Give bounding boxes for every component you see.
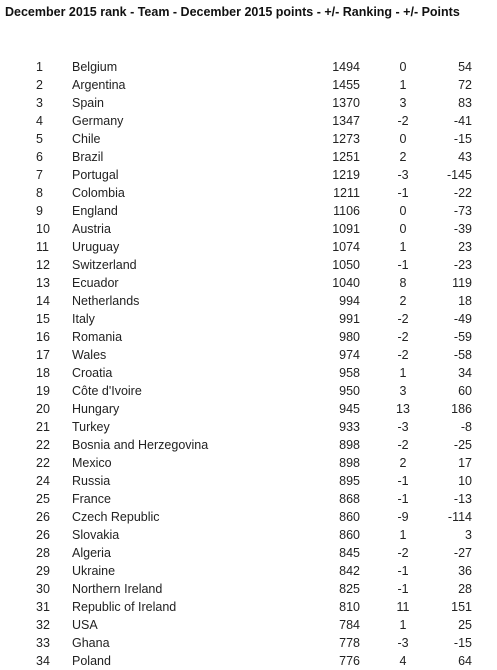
rank-cell: 26 <box>36 510 50 524</box>
table-row <box>0 184 497 202</box>
team-name-cell: Uruguay <box>72 240 120 254</box>
points-change-cell: 72 <box>458 78 472 92</box>
ranking-change-cell: -2 <box>397 348 409 362</box>
points-change-cell: -73 <box>453 204 472 218</box>
rank-cell: 16 <box>36 330 50 344</box>
table-row <box>0 418 497 436</box>
rank-cell: 1 <box>36 60 43 74</box>
ranking-change-cell: 13 <box>396 402 410 416</box>
points-cell: 898 <box>339 456 360 470</box>
team-name-cell: Algeria <box>72 546 111 560</box>
ranking-change-cell: 2 <box>399 294 407 308</box>
table-row <box>0 130 497 148</box>
team-name-cell: Mexico <box>72 456 112 470</box>
table-row <box>0 472 497 490</box>
points-cell: 994 <box>339 294 360 308</box>
ranking-change-cell: -2 <box>397 438 409 452</box>
table-row <box>0 454 497 472</box>
team-name-cell: Croatia <box>72 366 113 380</box>
table-row <box>0 526 497 544</box>
table-row <box>0 652 497 670</box>
table-row <box>0 238 497 256</box>
points-cell: 1251 <box>332 150 360 164</box>
ranking-change-cell: -1 <box>397 186 409 200</box>
rank-cell: 28 <box>36 546 50 560</box>
rank-cell: 8 <box>36 186 43 200</box>
points-cell: 845 <box>339 546 360 560</box>
rank-cell: 4 <box>36 114 43 128</box>
ranking-change-cell: 1 <box>399 78 407 92</box>
points-change-cell: 186 <box>451 402 472 416</box>
rank-cell: 12 <box>36 258 50 272</box>
rank-cell: 3 <box>36 96 43 110</box>
points-change-cell: -23 <box>453 258 472 272</box>
rank-cell: 24 <box>36 474 50 488</box>
points-cell: 974 <box>339 348 360 362</box>
rank-cell: 29 <box>36 564 50 578</box>
points-cell: 945 <box>339 402 360 416</box>
points-cell: 1106 <box>333 204 360 218</box>
points-change-cell: -59 <box>453 330 472 344</box>
points-change-cell: 28 <box>458 582 472 596</box>
points-cell: 1455 <box>332 78 360 92</box>
ranking-change-cell: 0 <box>399 132 407 146</box>
table-row <box>0 148 497 166</box>
page-title: December 2015 rank - Team - December 2015 points - +/- Ranking - +/- Points <box>5 5 460 19</box>
points-cell: 895 <box>339 474 360 488</box>
table-row <box>0 256 497 274</box>
table-row <box>0 292 497 310</box>
team-name-cell: England <box>72 204 118 218</box>
team-name-cell: Poland <box>72 654 111 668</box>
ranking-change-cell: -1 <box>397 564 409 578</box>
team-name-cell: Ecuador <box>72 276 119 290</box>
points-change-cell: 18 <box>458 294 472 308</box>
ranking-change-cell: 3 <box>399 384 407 398</box>
table-row <box>0 436 497 454</box>
rank-cell: 18 <box>36 366 50 380</box>
team-name-cell: Netherlands <box>72 294 140 308</box>
rank-cell: 22 <box>36 456 50 470</box>
ranking-change-cell: -1 <box>397 582 409 596</box>
points-cell: 1494 <box>332 60 360 74</box>
team-name-cell: Romania <box>72 330 123 344</box>
team-name-cell: Côte d'Ivoire <box>72 384 142 398</box>
points-change-cell: -25 <box>453 438 472 452</box>
ranking-table <box>0 58 497 670</box>
points-change-cell: -49 <box>453 312 472 326</box>
rank-cell: 17 <box>36 348 50 362</box>
rank-cell: 14 <box>36 294 50 308</box>
team-name-cell: Colombia <box>72 186 125 200</box>
ranking-change-cell: 8 <box>399 276 407 290</box>
points-cell: 991 <box>339 312 360 326</box>
team-name-cell: Portugal <box>72 168 119 182</box>
team-name-cell: Brazil <box>72 150 104 164</box>
table-row <box>0 94 497 112</box>
ranking-change-cell: -9 <box>397 510 409 524</box>
points-change-cell: 119 <box>452 276 472 290</box>
ranking-change-cell: -3 <box>397 636 409 650</box>
ranking-change-cell: -1 <box>397 492 409 506</box>
table-row <box>0 400 497 418</box>
rank-cell: 19 <box>36 384 50 398</box>
points-change-cell: 60 <box>458 384 472 398</box>
rank-cell: 26 <box>36 528 50 542</box>
points-cell: 868 <box>339 492 360 506</box>
ranking-change-cell: -2 <box>397 114 409 128</box>
table-row <box>0 490 497 508</box>
ranking-change-cell: 3 <box>399 96 407 110</box>
ranking-change-cell: -3 <box>397 168 409 182</box>
rank-cell: 2 <box>36 78 43 92</box>
table-row <box>0 76 497 94</box>
rank-cell: 5 <box>36 132 43 146</box>
points-change-cell: -145 <box>446 168 472 182</box>
points-change-cell: -39 <box>453 222 472 236</box>
points-change-cell: 43 <box>458 150 472 164</box>
ranking-change-cell: 1 <box>399 366 407 380</box>
rank-cell: 21 <box>36 420 50 434</box>
ranking-change-cell: 0 <box>399 60 407 74</box>
team-name-cell: Turkey <box>72 420 110 434</box>
rank-cell: 31 <box>36 600 50 614</box>
points-cell: 1074 <box>332 240 360 254</box>
rank-cell: 30 <box>36 582 50 596</box>
team-name-cell: Wales <box>72 348 107 362</box>
points-cell: 1050 <box>332 258 360 272</box>
team-name-cell: Switzerland <box>72 258 137 272</box>
points-change-cell: 64 <box>458 654 472 668</box>
points-change-cell: -114 <box>447 510 472 524</box>
points-cell: 778 <box>339 636 360 650</box>
points-cell: 825 <box>339 582 360 596</box>
team-name-cell: Slovakia <box>72 528 120 542</box>
table-row <box>0 310 497 328</box>
table-row <box>0 166 497 184</box>
ranking-change-cell: -1 <box>397 258 409 272</box>
rank-cell: 6 <box>36 150 43 164</box>
team-name-cell: USA <box>72 618 98 632</box>
points-cell: 784 <box>339 618 360 632</box>
ranking-change-cell: -2 <box>397 312 409 326</box>
points-cell: 958 <box>339 366 360 380</box>
team-name-cell: Ukraine <box>72 564 116 578</box>
points-cell: 1347 <box>332 114 360 128</box>
table-row <box>0 598 497 616</box>
rank-cell: 32 <box>36 618 50 632</box>
points-cell: 980 <box>339 330 360 344</box>
ranking-change-cell: -2 <box>397 546 409 560</box>
points-change-cell: 151 <box>451 600 472 614</box>
rank-cell: 9 <box>36 204 43 218</box>
table-row <box>0 508 497 526</box>
team-name-cell: Chile <box>72 132 101 146</box>
table-row <box>0 580 497 598</box>
table-row <box>0 202 497 220</box>
ranking-change-cell: 2 <box>399 150 407 164</box>
points-cell: 860 <box>339 510 360 524</box>
rank-cell: 13 <box>36 276 50 290</box>
rank-cell: 33 <box>36 636 50 650</box>
team-name-cell: Belgium <box>72 60 118 74</box>
points-change-cell: -15 <box>453 132 472 146</box>
points-change-cell: 54 <box>458 60 472 74</box>
points-cell: 1219 <box>332 168 360 182</box>
points-change-cell: 25 <box>458 618 472 632</box>
ranking-change-cell: 2 <box>399 456 407 470</box>
points-cell: 860 <box>339 528 360 542</box>
table-row <box>0 562 497 580</box>
points-cell: 933 <box>339 420 360 434</box>
rank-cell: 11 <box>36 240 49 254</box>
rank-cell: 7 <box>36 168 43 182</box>
ranking-change-cell: 0 <box>399 222 407 236</box>
team-name-cell: Spain <box>72 96 104 110</box>
table-row <box>0 544 497 562</box>
points-change-cell: -58 <box>453 348 472 362</box>
ranking-change-cell: 1 <box>399 528 407 542</box>
points-change-cell: 3 <box>465 528 472 542</box>
table-row <box>0 346 497 364</box>
team-name-cell: Russia <box>72 474 111 488</box>
points-cell: 1370 <box>332 96 360 110</box>
points-change-cell: -8 <box>460 420 472 434</box>
team-name-cell: Ghana <box>72 636 110 650</box>
ranking-change-cell: -3 <box>397 420 409 434</box>
ranking-change-cell: -1 <box>397 474 409 488</box>
team-name-cell: Czech Republic <box>72 510 160 524</box>
team-name-cell: France <box>72 492 111 506</box>
points-change-cell: 10 <box>458 474 472 488</box>
team-name-cell: Austria <box>72 222 111 236</box>
ranking-change-cell: 1 <box>399 618 407 632</box>
table-row <box>0 364 497 382</box>
points-change-cell: 17 <box>458 456 472 470</box>
points-change-cell: 83 <box>458 96 472 110</box>
table-row <box>0 634 497 652</box>
ranking-change-cell: 0 <box>399 204 407 218</box>
points-cell: 898 <box>339 438 360 452</box>
team-name-cell: Germany <box>72 114 124 128</box>
table-row <box>0 382 497 400</box>
team-name-cell: Republic of Ireland <box>72 600 177 614</box>
points-cell: 842 <box>339 564 360 578</box>
points-change-cell: 34 <box>458 366 472 380</box>
ranking-change-cell: -2 <box>397 330 409 344</box>
points-change-cell: -27 <box>453 546 472 560</box>
points-cell: 950 <box>339 384 360 398</box>
points-change-cell: 23 <box>458 240 472 254</box>
points-change-cell: -13 <box>453 492 472 506</box>
rank-cell: 15 <box>36 312 50 326</box>
points-cell: 1040 <box>332 276 360 290</box>
points-cell: 1273 <box>332 132 360 146</box>
rank-cell: 25 <box>36 492 50 506</box>
ranking-change-cell: 1 <box>399 240 407 254</box>
rank-cell: 34 <box>36 654 50 668</box>
table-row <box>0 112 497 130</box>
rank-cell: 20 <box>36 402 50 416</box>
team-name-cell: Bosnia and Herzegovina <box>72 438 209 452</box>
table-row <box>0 616 497 634</box>
points-change-cell: -22 <box>453 186 472 200</box>
team-name-cell: Northern Ireland <box>72 582 163 596</box>
points-change-cell: -41 <box>453 114 472 128</box>
points-cell: 810 <box>339 600 360 614</box>
ranking-change-cell: 11 <box>396 600 410 614</box>
points-cell: 1091 <box>332 222 360 236</box>
table-row <box>0 274 497 292</box>
table-row <box>0 328 497 346</box>
ranking-change-cell: 4 <box>399 654 407 668</box>
rank-cell: 10 <box>36 222 50 236</box>
points-change-cell: -15 <box>453 636 472 650</box>
table-row <box>0 220 497 238</box>
table-row <box>0 58 497 76</box>
points-cell: 1211 <box>333 186 360 200</box>
team-name-cell: Italy <box>72 312 95 326</box>
team-name-cell: Hungary <box>72 402 120 416</box>
points-change-cell: 36 <box>458 564 472 578</box>
points-cell: 776 <box>339 654 360 668</box>
team-name-cell: Argentina <box>72 78 126 92</box>
rank-cell: 22 <box>36 438 50 452</box>
